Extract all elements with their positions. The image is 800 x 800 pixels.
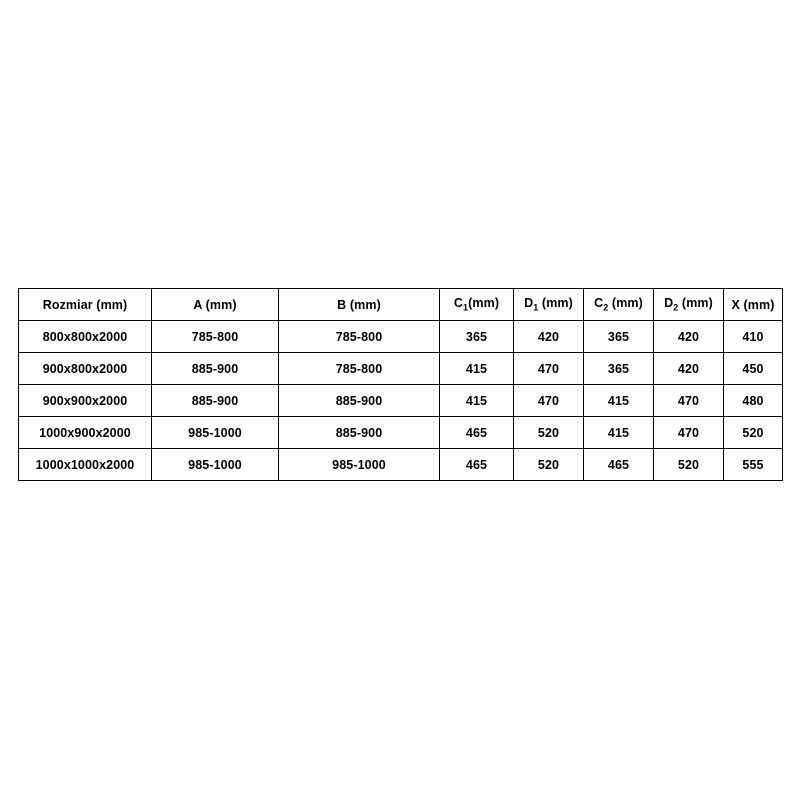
cell-d1: 520 <box>514 417 584 449</box>
column-header-c1-main: C <box>453 296 464 311</box>
cell-x: 480 <box>724 385 783 417</box>
column-header-d1-main: D <box>524 296 534 311</box>
cell-d2: 520 <box>654 449 724 481</box>
cell-c2: 415 <box>584 385 654 417</box>
cell-x: 555 <box>724 449 783 481</box>
cell-size: 1000x1000x2000 <box>19 449 152 481</box>
table-row <box>19 385 783 417</box>
cell-c1: 465 <box>440 449 514 481</box>
cell-c2: 365 <box>584 353 654 385</box>
column-header-c2-main: C <box>594 296 604 311</box>
column-header-b: B (mm) <box>279 289 440 321</box>
cell-d1: 470 <box>514 385 584 417</box>
column-header-c1 <box>440 289 514 321</box>
cell-size: 800x800x2000 <box>19 321 152 353</box>
cell-b: 885-900 <box>279 385 440 417</box>
cell-c1: 365 <box>440 321 514 353</box>
cell-size: 900x900x2000 <box>19 385 152 417</box>
cell-d2: 420 <box>654 353 724 385</box>
cell-a: 985-1000 <box>152 417 279 449</box>
cell-c1: 415 <box>440 385 514 417</box>
cell-c2: 415 <box>584 417 654 449</box>
column-header-size: Rozmiar (mm) <box>19 289 152 321</box>
table-row <box>19 449 783 481</box>
specification-table <box>18 288 783 481</box>
cell-d1: 470 <box>514 353 584 385</box>
cell-b: 785-800 <box>279 321 440 353</box>
column-header-d2-main: D <box>664 296 674 311</box>
cell-a: 885-900 <box>152 385 279 417</box>
cell-b: 885-900 <box>279 417 440 449</box>
column-header-c1-unit: (mm) <box>468 296 500 311</box>
column-header-d1-unit: (mm) <box>538 296 573 311</box>
cell-d1: 420 <box>514 321 584 353</box>
cell-x: 410 <box>724 321 783 353</box>
cell-c1: 465 <box>440 417 514 449</box>
table-row <box>19 353 783 385</box>
cell-x: 520 <box>724 417 783 449</box>
cell-a: 785-800 <box>152 321 279 353</box>
column-header-c2 <box>584 289 654 321</box>
column-header-d1-subscript: 1 <box>533 302 539 313</box>
column-header-a: A (mm) <box>152 289 279 321</box>
cell-c1: 415 <box>440 353 514 385</box>
cell-a: 985-1000 <box>152 449 279 481</box>
column-header-c1-subscript: 1 <box>463 302 469 313</box>
specification-table-container <box>18 288 782 481</box>
column-header-c2-unit: (mm) <box>608 296 643 311</box>
cell-b: 785-800 <box>279 353 440 385</box>
column-header-d2 <box>654 289 724 321</box>
column-header-c2-subscript: 2 <box>603 302 609 313</box>
cell-c2: 365 <box>584 321 654 353</box>
cell-b: 985-1000 <box>279 449 440 481</box>
cell-d1: 520 <box>514 449 584 481</box>
cell-d2: 420 <box>654 321 724 353</box>
cell-c2: 465 <box>584 449 654 481</box>
column-header-d2-subscript: 2 <box>673 302 679 313</box>
column-header-d1 <box>514 289 584 321</box>
cell-d2: 470 <box>654 385 724 417</box>
cell-x: 450 <box>724 353 783 385</box>
column-header-x: X (mm) <box>724 289 783 321</box>
table-header-row <box>19 289 783 321</box>
cell-d2: 470 <box>654 417 724 449</box>
column-header-d2-unit: (mm) <box>678 296 713 311</box>
cell-a: 885-900 <box>152 353 279 385</box>
table-row <box>19 417 783 449</box>
cell-size: 1000x900x2000 <box>19 417 152 449</box>
cell-size: 900x800x2000 <box>19 353 152 385</box>
table-row <box>19 321 783 353</box>
